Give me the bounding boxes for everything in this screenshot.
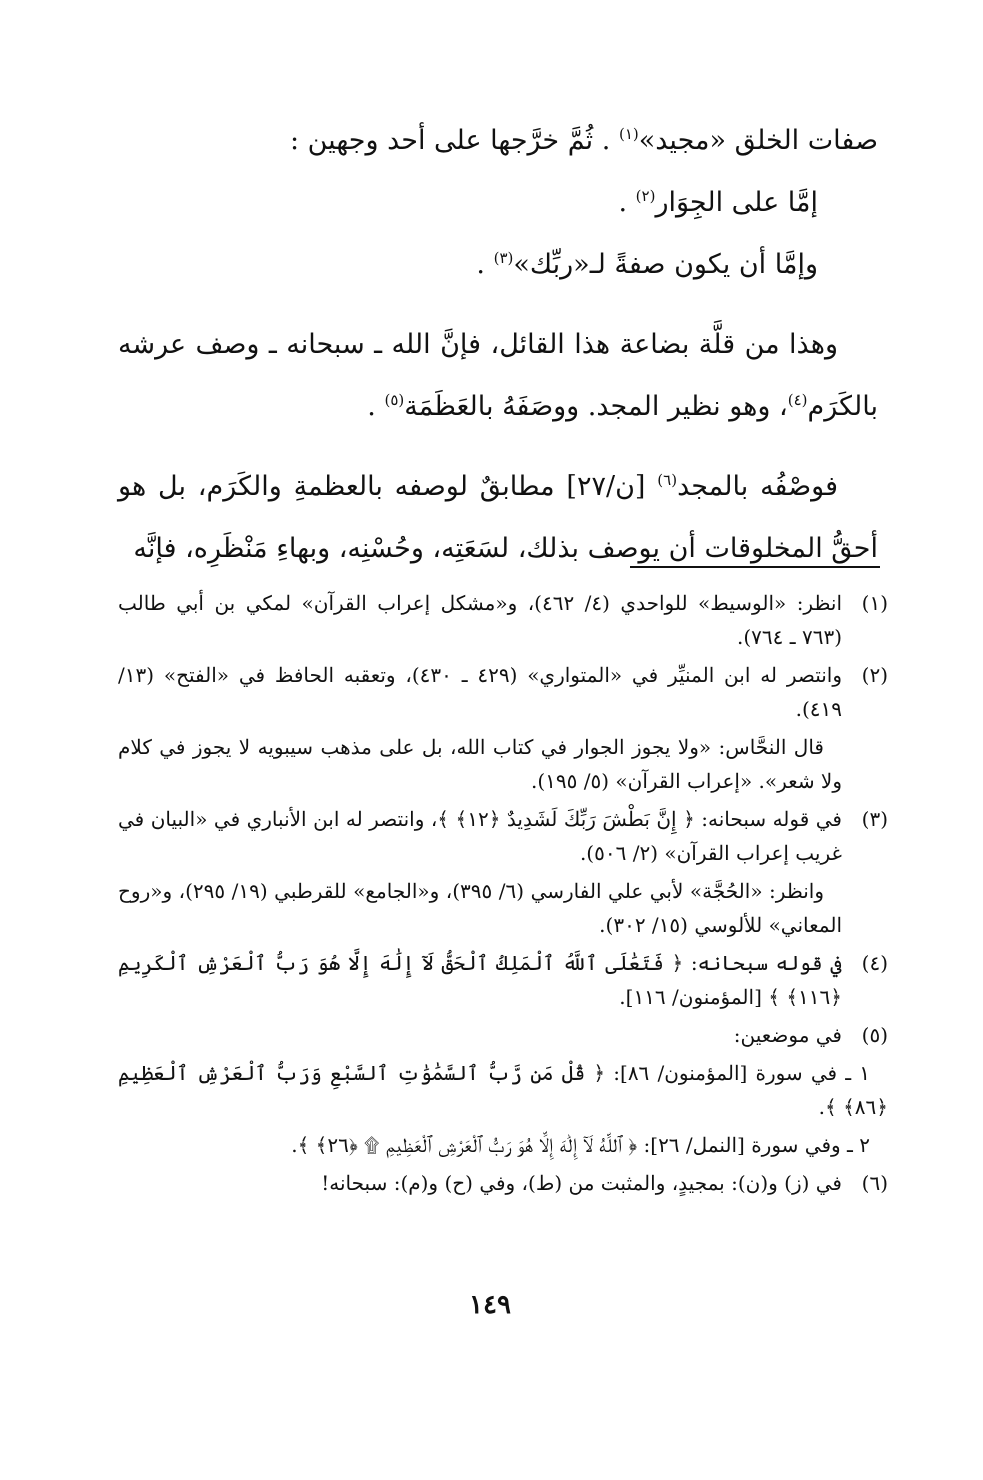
footnote-5-item-1: ١ ـ في سورة [المؤمنون/ ٨٦]: ﴿ قُلْ مَن رَّبُّ ٱلسَّمَٰوَٰتِ ٱلسَّبْعِ وَرَبُّ ٱلْعَرْشِ ٱلْعَظِيمِ ﴿٨٦﴾ ﴾. [118, 1061, 888, 1119]
footnote-separator [630, 566, 880, 568]
paragraph-4-middle: ، وهو نظير المجد. ووصَفَهُ بالعَظَمَة [404, 391, 788, 422]
footnote-ref-3[interactable]: (٣) [493, 249, 514, 267]
footnote-5-item-2: ٢ ـ وفي سورة [النمل/ ٢٦]: ﴿ ٱللَّهُ لَآ إِلَٰهَ إِلَّا هُوَ رَبُّ ٱلْعَرْشِ ٱلْعَظِيمِ ۩ ﴿٢٦﴾ ﴾. [291, 1133, 870, 1157]
paragraph-3-text: وإمَّا أن يكون صفةً لـ«ربِّك» [513, 249, 818, 280]
paragraph-2-text: إمَّا على الجِوَار [655, 187, 818, 218]
footnote-ref-5[interactable]: (٥) [384, 391, 405, 409]
footnote-4-text: في قوله سبحانه: ﴿ فَتَعَٰلَى ٱللَّهُ ٱلْمَلِكُ ٱلْحَقُّ لَآ إِلَٰهَ إِلَّا هُوَ رَبُّ ٱلْعَرْشِ ٱلْكَرِيمِ ﴿١١٦﴾ ﴾ [المؤمنون/ ١١٦]. [118, 951, 842, 1009]
footnote-4 [118, 946, 888, 1014]
paragraph-2 [118, 172, 878, 234]
paragraph-5-text: فوصْفُه بالمجد [677, 471, 838, 502]
footnote-ref-6[interactable]: (٦) [657, 471, 678, 489]
paragraph-1 [118, 110, 878, 172]
footnote-3-text: في قوله سبحانه: ﴿ إِنَّ بَطْشَ رَبِّكَ لَشَدِيدٌ ﴿١٢﴾ ﴾، وانتصر له ابن الأنباري في «البيان في غريب إعراب القرآن» (٢/ ٥٠٦). [118, 807, 842, 865]
paragraph-4 [118, 314, 878, 438]
footnote-2-text: وانتصر له ابن المنيِّر في «المتواري» (٤٢٩ ـ ٤٣٠)، وتعقبه الحافظ في «الفتح» (١٣/ ٤١٩). [118, 663, 843, 721]
footnotes [118, 586, 888, 1204]
page-number: ١٤٩ [469, 1290, 511, 1320]
footnote-ref-4[interactable]: (٤) [787, 391, 808, 409]
footnote-3 [118, 802, 888, 870]
footnote-6 [118, 1166, 888, 1200]
paragraph-5-tail: [ن/٢٧] مطابقٌ لوصفه بالعظمةِ والكَرَم، بل هو أحقُّ المخلوقات أن يوصف بذلك، لسَعَتِه، وحُسْنِه، وبهاءِ مَنْظَرِه، فإنَّه [118, 471, 878, 564]
footnote-1 [118, 586, 888, 654]
paragraph-1-tail: . ثُمَّ خرَّجها على أحد وجهين : [289, 125, 611, 156]
footnote-5 [118, 1018, 888, 1052]
footnote-ref-2[interactable]: (٢) [635, 187, 656, 205]
main-text [118, 110, 878, 580]
footnote-1-text: انظر: «الوسيط» للواحدي (٤/ ٤٦٢)، و«مشكل إعراب القرآن» لمكي بن أبي طالب (٧٦٣ ـ ٧٦٤). [118, 591, 842, 649]
paragraph-1-text: صفات الخلق «مجيد» [638, 125, 878, 156]
footnote-5-text: في موضعين: [733, 1023, 842, 1047]
footnote-6-number: (٦) [861, 1171, 888, 1195]
footnote-3-continuation: وانظر: «الحُجَّة» لأبي علي الفارسي (٦/ ٣٩٥)، و«الجامع» للقرطبي (١٩/ ٢٩٥)، و«روح المعاني» للألوسي (١٥/ ٣٠٢). [118, 879, 842, 937]
footnote-ref-1[interactable]: (١) [618, 125, 639, 143]
paragraph-3-tail: . [476, 249, 485, 280]
paragraph-3 [118, 234, 878, 296]
footnote-2 [118, 658, 888, 726]
footnote-4-number: (٤) [861, 951, 888, 975]
paragraph-4-tail: . [367, 391, 376, 422]
footnote-2-number: (٢) [861, 663, 888, 687]
footnote-5-number: (٥) [861, 1023, 888, 1047]
footnote-2-continuation: قال النحَّاس: «ولا يجوز الجوار في كتاب الله، بل على مذهب سيبويه لا يجوز في كلام ولا شعر». «إعراب القرآن» (٥/ ١٩٥). [118, 735, 842, 793]
footnote-3-number: (٣) [861, 807, 888, 831]
footnote-1-number: (١) [861, 591, 888, 615]
paragraph-2-tail: . [618, 187, 628, 218]
paragraph-5 [118, 456, 878, 580]
paragraph-4-text: وهذا من قلَّة بضاعة هذا القائل، فإنَّ الله ـ سبحانه ـ وصف عرشه بالكَرَم [118, 329, 878, 422]
footnote-6-text: في (ز) و(ن): بمجيدٍ، والمثبت من (ط)، وفي (ح) و(م): سبحانه! [321, 1171, 842, 1195]
